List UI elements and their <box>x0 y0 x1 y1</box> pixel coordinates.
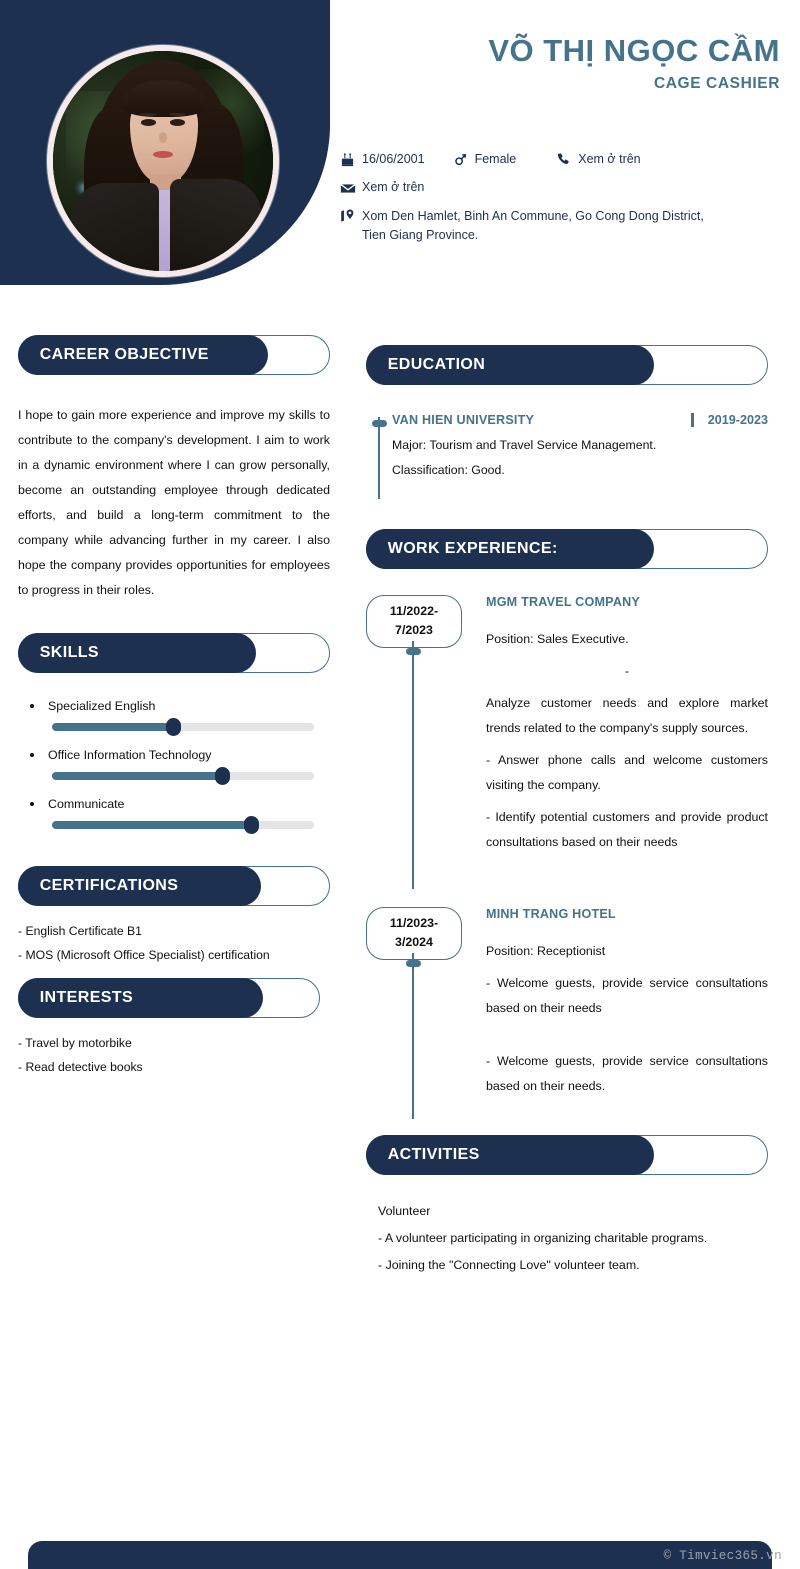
right-column <box>366 345 768 1280</box>
timeline-line <box>412 641 414 889</box>
work-line: Position: Sales Executive. <box>486 632 629 646</box>
education-years-value: 2019-2023 <box>707 413 768 427</box>
contact-birthday <box>340 150 425 169</box>
activities-heading: Volunteer <box>378 1204 431 1218</box>
skill-item <box>18 797 330 830</box>
contact-birthday-value: 16/06/2001 <box>362 152 425 166</box>
work-details <box>486 595 768 855</box>
skill-fill <box>52 821 251 829</box>
divider <box>691 413 694 427</box>
work-details <box>486 907 768 1099</box>
footer-bar <box>28 1541 772 1569</box>
contact-address-value: Xom Den Hamlet, Binh An Commune, Go Cong Dong District, Tien Giang Province. <box>362 208 704 243</box>
skill-thumb[interactable] <box>244 816 259 834</box>
skill-thumb[interactable] <box>166 718 181 736</box>
timeline-marker <box>406 648 421 655</box>
skill-label: Office Information Technology <box>48 748 212 763</box>
work-date-line1: 11/2022- <box>389 604 439 618</box>
work-line <box>486 1028 768 1042</box>
avatar <box>53 51 273 271</box>
watermark: © Timviec365.vn <box>663 1549 782 1563</box>
skill-item <box>18 748 330 781</box>
list-item: - MOS (Microsoft Office Specialist) certification <box>18 948 270 963</box>
section-header-career-objective <box>18 335 330 375</box>
list-item: - Travel by motorbike <box>18 1035 132 1050</box>
career-objective-text: I hope to gain more experience and improve my skills to contribute to the company's development. I aim to work in a dynamic environment where I can grow personally, become an outstanding employee through dedicated efforts, and build a long-term commitment to the company while advancing further in my career. I also hope the company provides opportunities for employees to progress in their roles. <box>18 408 330 598</box>
skills-list <box>18 699 330 830</box>
work-company: MINH TRANG HOTEL <box>486 907 616 921</box>
skill-label: Communicate <box>48 797 125 812</box>
contact-gender <box>453 150 517 169</box>
skill-progress-bar <box>52 820 314 830</box>
timeline-marker <box>406 960 421 967</box>
section-title-career-objective: CAREER OBJECTIVE <box>39 346 209 363</box>
work-line: - <box>624 664 630 679</box>
list-item: - English Certificate B1 <box>18 924 142 939</box>
work-line: - Welcome guests, provide service consultations based on their needs <box>486 976 768 1016</box>
activities-line: - Joining the "Connecting Love" volunteer team. <box>378 1258 640 1273</box>
bullet-icon <box>30 802 34 806</box>
section-header-activities <box>366 1135 768 1175</box>
phone-icon <box>556 152 578 167</box>
education-school: VAN HIEN UNIVERSITY <box>392 413 535 427</box>
contact-address <box>340 207 707 246</box>
skill-fill <box>52 772 222 780</box>
education-entry <box>366 413 768 477</box>
section-title-education: EDUCATION <box>387 356 486 373</box>
contact-row-address <box>340 207 790 246</box>
education-detail: Major: Tourism and Travel Service Management. <box>392 438 657 452</box>
work-entry <box>366 907 768 1125</box>
work-date-line2: 3/2024 <box>395 934 433 949</box>
timeline-marker <box>372 420 387 427</box>
profile-photo-frame <box>47 45 279 277</box>
work-date-badge <box>366 907 462 960</box>
skill-progress-bar <box>52 722 314 732</box>
certifications-list <box>18 920 330 968</box>
bullet-icon <box>30 704 34 708</box>
skill-label: Specialized English <box>48 699 156 714</box>
bullet-icon <box>30 753 34 757</box>
work-line: Position: Receptionist <box>486 944 606 958</box>
candidate-name: VÕ THỊ NGỌC CẦM <box>488 33 780 68</box>
work-date-line2: 7/2023 <box>395 622 433 637</box>
section-title-certifications: CERTIFICATIONS <box>39 877 179 895</box>
contact-phone <box>556 150 640 169</box>
contact-phone-value: Xem ở trên <box>578 152 641 166</box>
skill-thumb[interactable] <box>215 767 230 785</box>
work-date-badge <box>366 595 462 648</box>
education-detail: Classification: Good. <box>392 463 505 477</box>
work-line: - Answer phone calls and welcome customers visiting the company. <box>486 753 768 793</box>
envelope-icon <box>340 182 362 195</box>
education-years <box>691 413 768 427</box>
work-date-line1: 11/2023- <box>389 916 439 930</box>
skill-item <box>18 699 330 732</box>
section-title-interests: INTERESTS <box>39 988 134 1006</box>
section-header-certifications <box>18 866 330 906</box>
work-line: - Welcome guests, provide service consultations based on their needs. <box>486 1054 768 1094</box>
section-header-work-experience <box>366 529 768 569</box>
section-header-interests <box>18 978 320 1018</box>
left-column <box>18 335 330 1080</box>
timeline-line <box>378 417 380 499</box>
activities-line: - A volunteer participating in organizing charitable programs. <box>378 1231 708 1246</box>
interests-list <box>18 1032 330 1080</box>
contact-row-primary <box>340 150 790 169</box>
section-title-work-experience: WORK EXPERIENCE: <box>387 540 558 557</box>
gender-icon <box>453 152 475 167</box>
section-header-skills <box>18 633 330 673</box>
contact-info <box>340 150 790 255</box>
work-company: MGM TRAVEL COMPANY <box>486 595 641 609</box>
timeline-line <box>412 953 414 1119</box>
contact-row-email <box>340 178 790 197</box>
work-line: - Identify potential customers and provide product consultations based on their needs <box>486 810 768 850</box>
work-line: Analyze customer needs and explore market trends related to the company's supply sources. <box>486 696 768 736</box>
contact-email-value: Xem ở trên <box>362 180 425 195</box>
birthday-cake-icon <box>340 152 362 167</box>
candidate-job-title: CAGE CASHIER <box>653 74 780 92</box>
map-location-icon <box>340 207 362 224</box>
skill-progress-bar <box>52 771 314 781</box>
work-entry <box>366 595 768 895</box>
section-header-education <box>366 345 768 385</box>
contact-gender-value: Female <box>474 152 517 166</box>
section-title-skills: SKILLS <box>39 644 99 662</box>
activities-body <box>366 1199 768 1278</box>
section-title-activities: ACTIVITIES <box>387 1146 480 1163</box>
skill-fill <box>52 723 173 731</box>
list-item: - Read detective books <box>18 1059 143 1074</box>
name-block <box>340 34 780 93</box>
contact-email <box>340 178 424 197</box>
